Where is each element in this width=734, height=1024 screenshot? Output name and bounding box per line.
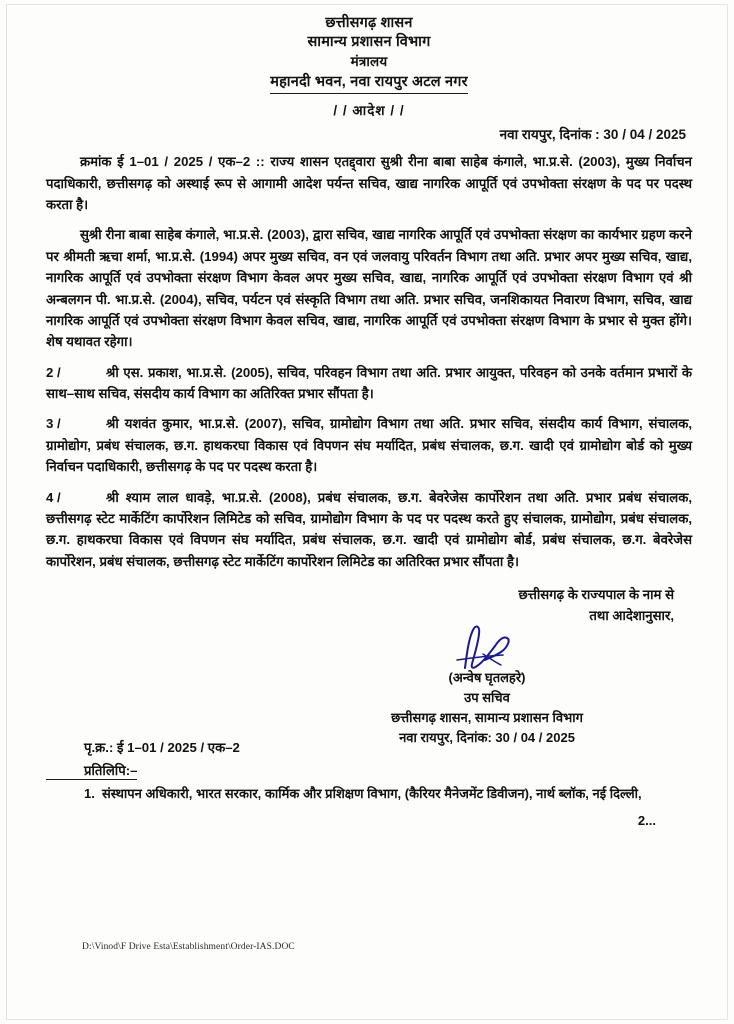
paragraph-2-text: सुश्री रीना बाबा साहेब कंगाले, भा.प्र.से. (2003), द्वारा सचिव, खाद्य नागरिक आपूर्ति एवं उपभोक्ता संरक्षण का कार्यभार ग्रहण करने पर श्रीमती ऋचा शर्मा, भा.प्र.से. (1994) अपर मुख्य सचिव, वन एवं जलवायु परिवर्तन विभाग तथा अति. प्रभार अपर मुख्य सचिव, खाद्य, नागरिक आपूर्ति एवं उपभोक्ता संरक्षण विभाग केवल अपर मुख्य सचिव, खाद्य, नागरिक आपूर्ति एवं उपभोक्ता संरक्षण विभाग एवं श्री अन्बलगन पी. भा.प्र.से. (2004), सचिव, पर्यटन एवं संस्कृति विभाग तथा अति. प्रभार सचिव, जनशिकायत निवारण विभाग, सचिव, खाद्य नागरिक आपूर्ति एवं उपभोक्ता संरक्षण विभाग केवल सचिव, खाद्य, नागरिक आपूर्ति एवं उपभोक्ता संरक्षण विभाग के प्रभार से मुक्त होंगे। शेष यथावत रहेगा।: [46, 227, 692, 350]
signatory-department: छत्तीसगढ़ शासन, सामान्य प्रशासन विभाग: [391, 710, 583, 726]
document-header: [46, 14, 692, 94]
signatory-name: (अन्वेष घृतलहरे): [448, 670, 526, 686]
closing-block: [46, 584, 692, 626]
closing-line-2: तथा आदेशानुसार,: [589, 608, 674, 624]
page-continuation: 2...: [637, 813, 656, 829]
header-line-address: महानदी भवन, नवा रायपुर अटल नगर: [270, 73, 468, 94]
paragraph-4-text: श्री यशवंत कुमार, भा.प्र.से. (2007), सचिव, ग्रामोद्योग विभाग तथा अति. प्रभार सचिव, संसदीय कार्य विभाग, संचालक, ग्रामोद्योग, प्रबंध संचालक, छ.ग. हाथकरघा विकास एवं विपणन संघ मर्यादित, प्रबंध संचालक, छ.ग. खादी एवं ग्रामोद्योग बोर्ड को मुख्य निर्वाचन पदाधिकारी, छत्तीसगढ़ के पद पर पदस्थ करता है।: [46, 416, 692, 475]
paragraph-5-number: 4 /: [46, 489, 61, 505]
paragraph-main-text: क्रमांक ई 1–01 / 2025 / एक–2 :: राज्य शासन एतद्द्वारा सुश्री रीना बाबा साहेब कंगाले, भा.प्र.से. (2003), मुख्य निर्वाचन पदाधिकारी, छत्तीसगढ़ को अस्थाई रूप से आगामी आदेश पर्यन्त सचिव, खाद्य नागरिक आपूर्ति एवं उपभोक्ता संरक्षण के पद पर पदस्थ करता है।: [46, 154, 692, 213]
order-place-date: नवा रायपुर, दिनांक : 30 / 04 / 2025: [499, 127, 686, 143]
footer-reference: पृ.क्र.: ई 1–01 / 2025 / एक–2: [84, 740, 240, 756]
copy-item-text: संस्थापन अधिकारी, भारत सरकार, कार्मिक और प्रशिक्षण विभाग, (कैरियर मैनेजमेंट डिवीजन), नार्थ ब्लॉक, नई दिल्ली,: [102, 786, 642, 802]
paragraph-4: [46, 413, 692, 477]
closing-line-1: छत्तीसगढ़ के राज्यपाल के नाम से: [518, 587, 674, 603]
order-title: / / आदेश / /: [333, 103, 405, 119]
footer-copy-heading: प्रतिलिपि:–: [46, 761, 137, 780]
paragraph-5: [46, 487, 692, 573]
paragraph-4-number: 3 /: [46, 416, 61, 432]
paragraph-3-text: श्री एस. प्रकाश, भा.प्र.से. (2005), सचिव, परिवहन विभाग तथा अति. प्रभार आयुक्त, परिवहन को उनके वर्तमान प्रभारों के साथ–साथ सचिव, संसदीय कार्य विभाग का अतिरिक्त प्रभार सौंपता है।: [46, 364, 692, 402]
source-file-path: D:\Vinod\F Drive Esta\Establishment\Order-IAS.DOC: [82, 942, 295, 952]
header-line-state: छत्तीसगढ़ शासन: [325, 15, 413, 31]
signatory-designation: उप सचिव: [464, 690, 510, 706]
signatory-place-date: नवा रायपुर, दिनांक: 30 / 04 / 2025: [399, 730, 575, 746]
copy-item-number: 1.: [84, 786, 95, 802]
paragraph-main: [46, 151, 692, 215]
handwritten-signature-icon: [322, 628, 652, 668]
document-footer: [46, 738, 692, 828]
list-item: [84, 784, 692, 805]
paragraph-3-number: 2 /: [46, 364, 61, 380]
header-line-department: सामान्य प्रशासन विभाग: [307, 34, 431, 51]
paragraph-3: [46, 362, 692, 405]
footer-copy-list: [46, 784, 692, 805]
header-line-ministry: मंत्रालय: [350, 53, 388, 69]
paragraph-2: [46, 224, 692, 352]
signature-block: [46, 628, 692, 746]
document-body: [46, 151, 692, 572]
paragraph-5-text: श्री श्याम लाल धावड़े, भा.प्र.से. (2008), प्रबंध संचालक, छ.ग. बेवरेजेस कार्पोरेशन तथा अति. प्रभार प्रबंध संचालक, छत्तीसगढ़ स्टेट मार्केटिंग कार्पोरेशन लिमिटेड को सचिव, ग्रामोद्योग विभाग के पद पर पदस्थ करते हुए संचालक, ग्रामोद्योग, प्रबंध संचालक, छ.ग. हाथकरघा विकास एवं विपणन संघ मर्यादित, प्रबंध संचालक, छ.ग. खादी एवं ग्रामोद्योग बोर्ड, प्रबंध संचालक, छ.ग. बेवरेजेस कार्पोरेशन, प्रबंध संचालक, छत्तीसगढ़ स्टेट मार्केटिंग कार्पोरेशन लिमिटेड का अतिरिक्त प्रभार सौंपता है।: [46, 489, 692, 569]
